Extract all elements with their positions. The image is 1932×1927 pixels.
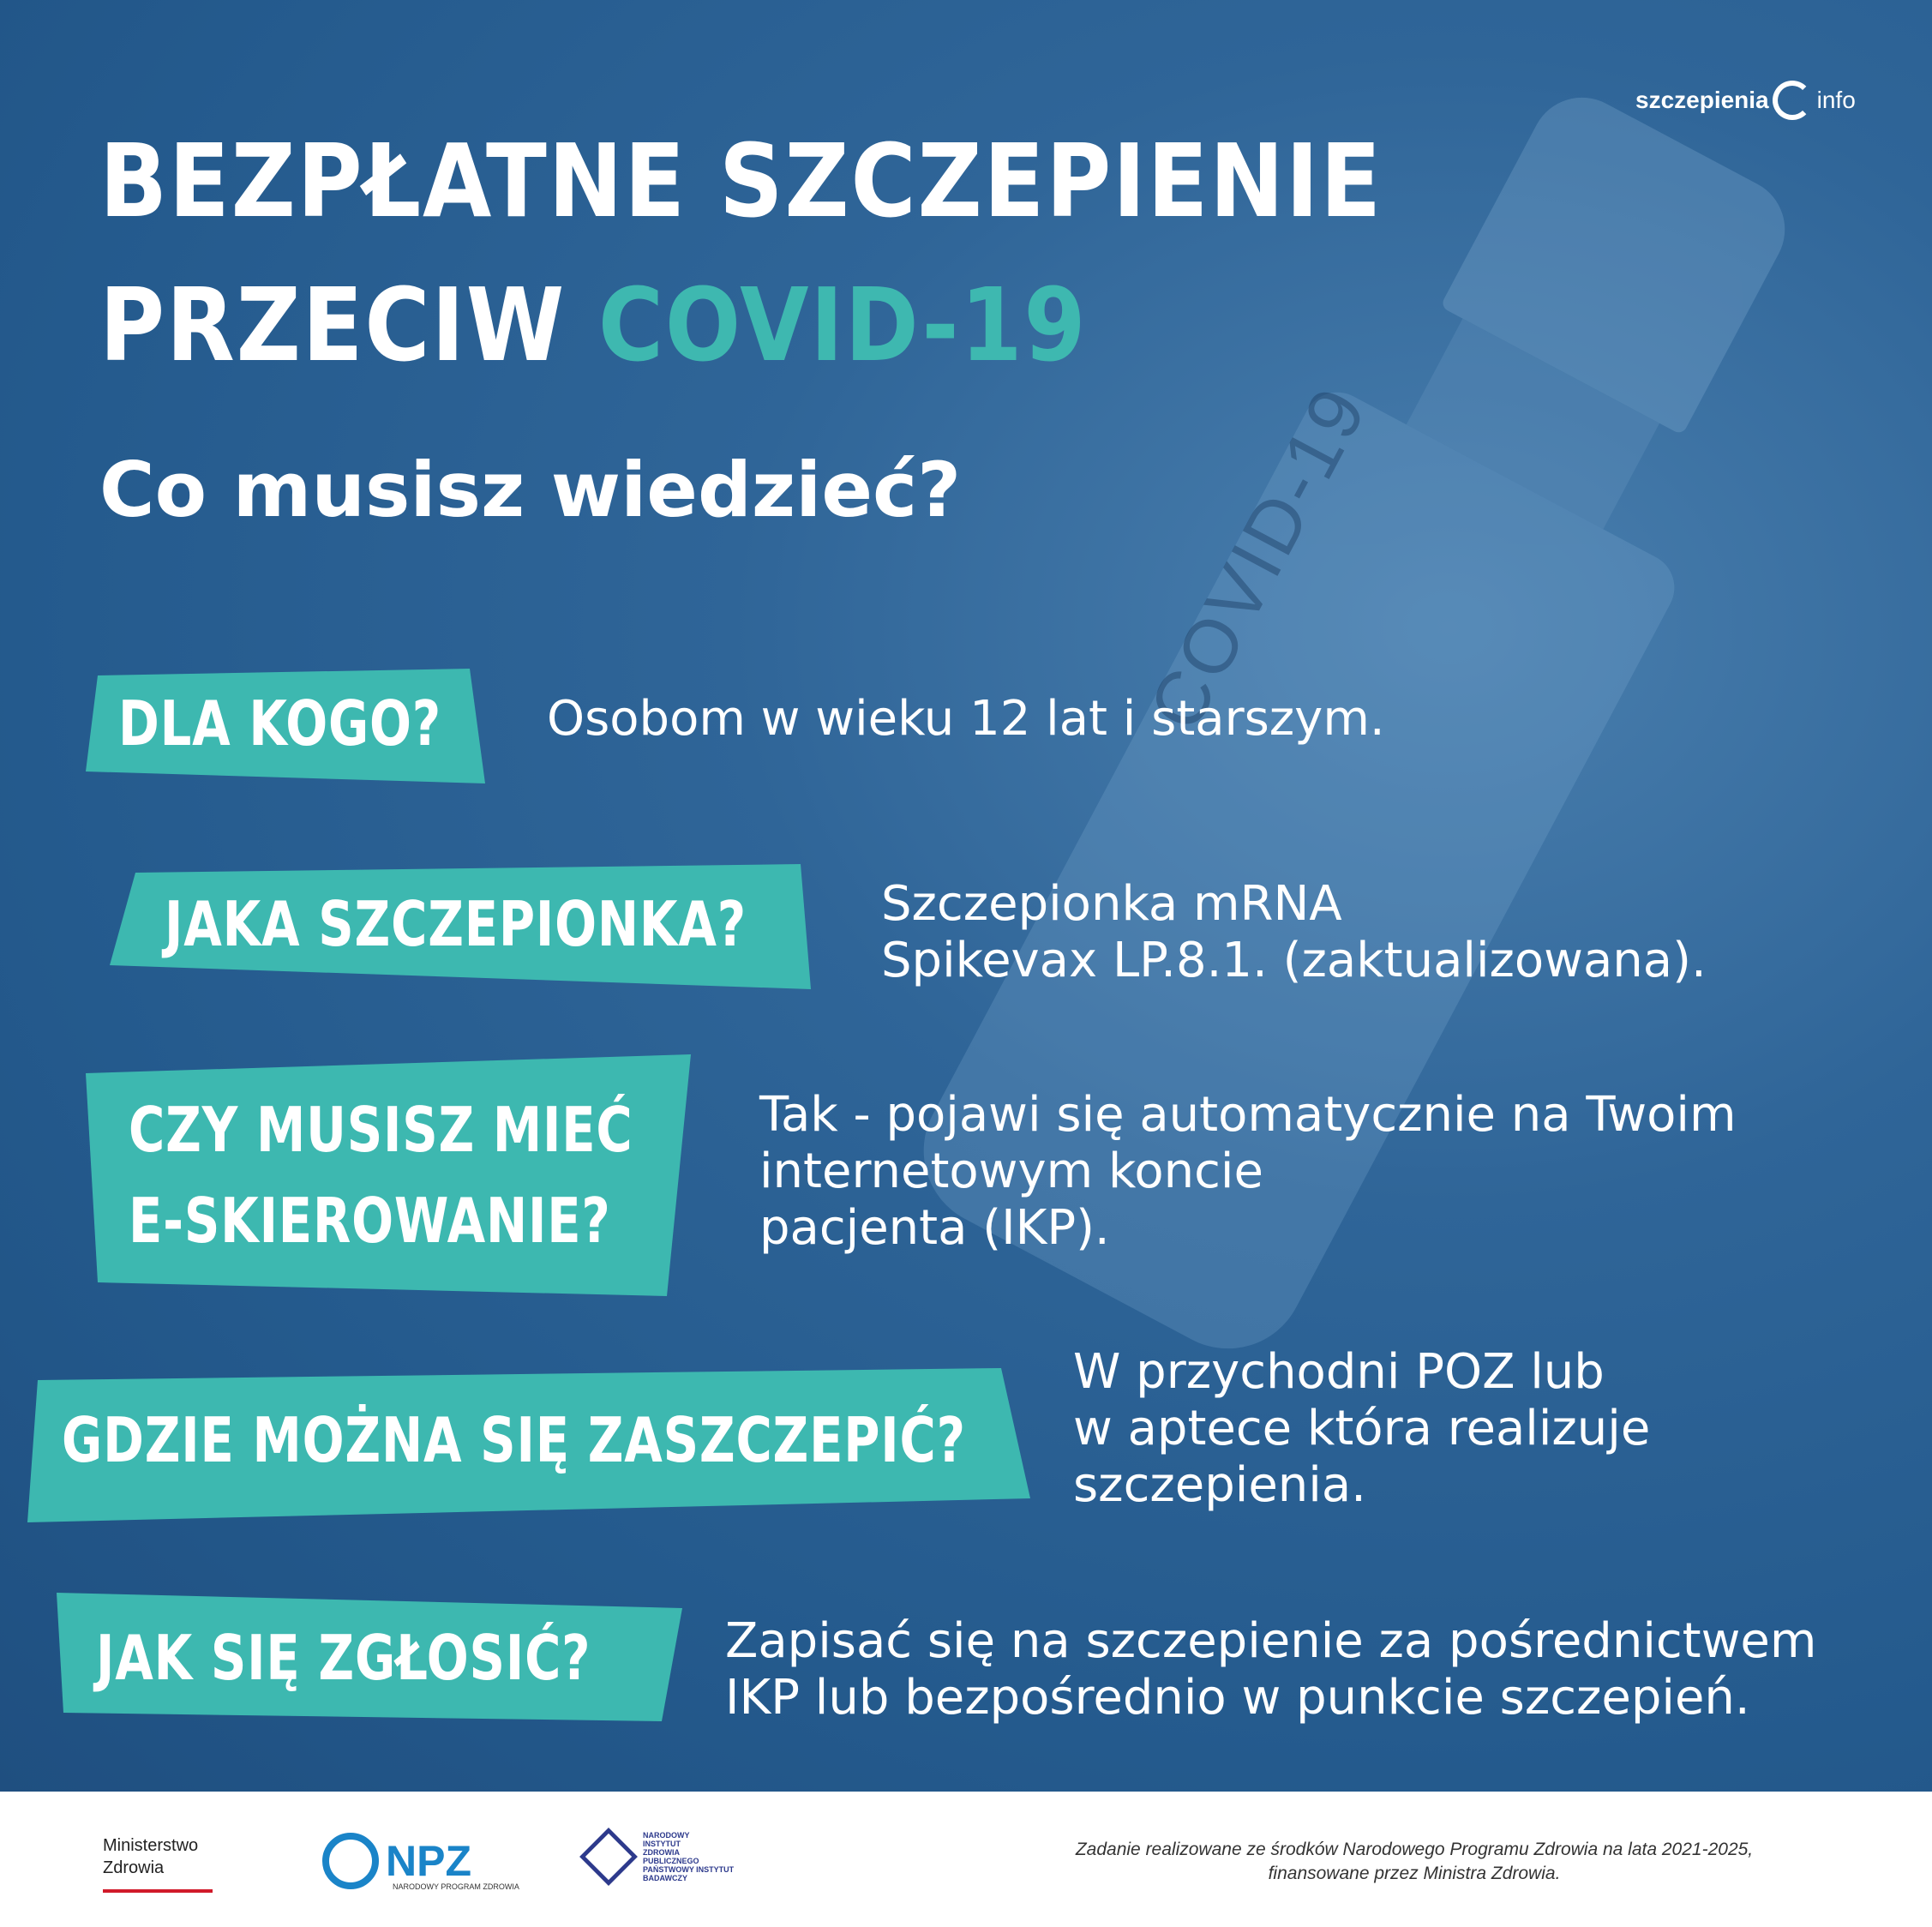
answer-4-line-3: szczepienia. bbox=[1073, 1457, 1366, 1513]
nizp-line-6: BADAWCZY bbox=[643, 1874, 687, 1882]
npz-emblem-icon bbox=[322, 1833, 379, 1889]
question-3-line-1: CZY MUSISZ MIEĆ bbox=[129, 1094, 633, 1166]
answer-3-line-2: internetowym koncie bbox=[759, 1144, 1263, 1199]
funding-line-1: Zadanie realizowane ze środków Narodowego Programu Zdrowia na lata 2021-2025, bbox=[1075, 1840, 1754, 1859]
answer-4 bbox=[1073, 1344, 1650, 1514]
question-3-line-2: E-SKIEROWANIE? bbox=[129, 1185, 611, 1257]
brand-ring-icon bbox=[1773, 81, 1812, 120]
brand-suffix: info bbox=[1816, 87, 1856, 113]
title-line-2 bbox=[99, 266, 1088, 384]
ministry-flag-bar bbox=[103, 1889, 213, 1893]
subtitle: Co musisz wiedzieć? bbox=[99, 446, 962, 534]
answer-4-line-1: W przychodni POZ lub bbox=[1073, 1344, 1605, 1400]
vial-label: COVID-19 bbox=[1131, 371, 1383, 743]
question-4: GDZIE MOŻNA SIĘ ZASZCZEPIĆ? bbox=[62, 1404, 966, 1476]
nizp-line-5: PAŃSTWOWY INSTYTUT bbox=[643, 1865, 735, 1874]
brand-logo bbox=[1635, 81, 1856, 120]
answer-5-line-1: Zapisać się na szczepienie za pośrednictwem bbox=[725, 1613, 1817, 1669]
title-line-1: BEZPŁATNE SZCZEPIENIE bbox=[99, 122, 1383, 240]
npz-logo bbox=[322, 1833, 519, 1891]
question-5: JAK SIĘ ZGŁOSIĆ? bbox=[96, 1622, 591, 1694]
funding-line-2: finansowane przez Ministra Zdrowia. bbox=[1268, 1864, 1561, 1883]
answer-3 bbox=[759, 1087, 1737, 1257]
ministry-line-1: Ministerstwo bbox=[103, 1836, 199, 1855]
answer-5-line-2: IKP lub bezpośrednio w punkcie szczepień. bbox=[725, 1670, 1750, 1726]
funding-note bbox=[977, 1838, 1851, 1886]
ministry-logo bbox=[103, 1834, 198, 1879]
question-2: JAKA SZCZEPIONKA? bbox=[165, 888, 747, 960]
answer-1 bbox=[547, 691, 1385, 747]
answer-2 bbox=[881, 876, 1707, 989]
nizp-logo bbox=[583, 1831, 734, 1882]
npz-full-name: NARODOWY PROGRAM ZDROWIA bbox=[393, 1882, 519, 1891]
question-1: DLA KOGO? bbox=[118, 687, 442, 759]
nizp-line-1: NARODOWY bbox=[643, 1831, 690, 1840]
answer-2-line-2: Spikevax LP.8.1. (zaktualizowana). bbox=[881, 933, 1707, 988]
answer-5 bbox=[725, 1613, 1816, 1726]
title-prefix: PRZECIW bbox=[99, 266, 598, 384]
brand-name: szczepienia bbox=[1635, 87, 1769, 113]
nizp-emblem-icon bbox=[579, 1828, 638, 1886]
nizp-name bbox=[643, 1831, 734, 1882]
nizp-line-3: ZDROWIA bbox=[643, 1848, 680, 1857]
ministry-line-2: Zdrowia bbox=[103, 1858, 165, 1877]
answer-4-line-2: w aptece która realizuje bbox=[1073, 1401, 1651, 1456]
npz-abbr: NPZ bbox=[386, 1837, 471, 1885]
answer-3-line-1: Tak - pojawi się automatycznie na Twoim bbox=[759, 1087, 1737, 1143]
nizp-line-4: PUBLICZNEGO bbox=[643, 1857, 699, 1865]
answer-2-line-1: Szczepionka mRNA bbox=[881, 876, 1342, 932]
nizp-line-2: INSTYTUT bbox=[643, 1840, 681, 1848]
title-accent: COVID-19 bbox=[597, 266, 1088, 384]
answer-3-line-3: pacjenta (IKP). bbox=[759, 1200, 1110, 1256]
answer-1-line-1: Osobom w wieku 12 lat i starszym. bbox=[547, 691, 1385, 747]
question-tag-3 bbox=[86, 1054, 694, 1296]
